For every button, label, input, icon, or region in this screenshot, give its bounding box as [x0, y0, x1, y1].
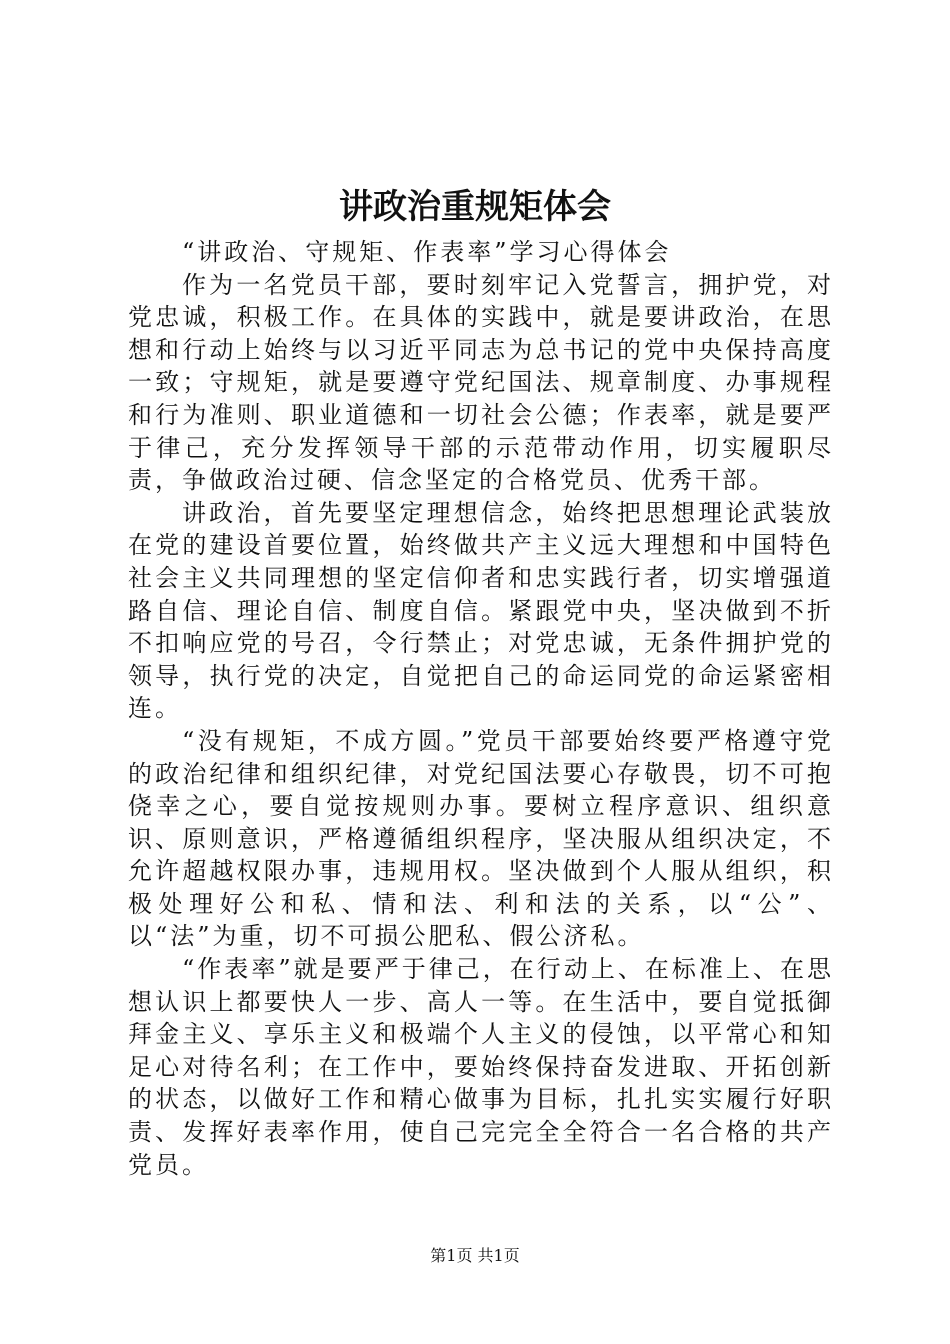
paragraph: 讲政治，首先要坚定理想信念，始终把思想理论武装放在党的建设首要位置，始终做共产主义远大理想和中国特色社会主义共同理想的坚定信仰者和忠实践行者，切实增强道路自信、理论自信、制度自信。紧跟党中央，坚决做到不折不扣响应党的号召，令行禁止；对党忠诚，无条件拥护党的领导，执行党的决定，自觉把自己的命运同党的命运紧密相连。: [128, 498, 834, 723]
page-footer: 第1页 共1页: [430, 1246, 520, 1265]
document-title: 讲政治重规矩体会: [339, 187, 611, 227]
paragraph: 作为一名党员干部，要时刻牢记入党誓言，拥护党，对党忠诚，积极工作。在具体的实践中，就是要讲政治，在思想和行动上始终与以习近平同志为总书记的党中央保持高度一致；守规矩，就是要遵守党纪国法、规章制度、办事规程和行为准则、职业道德和一切社会公德；作表率，就是要严于律己，充分发挥领导干部的示范带动作用，切实履职尽责，争做政治过硬、信念坚定的合格党员、优秀干部。: [128, 270, 834, 495]
paragraph: “作表率”就是要严于律己，在行动上、在标准上、在思想认识上都要快人一步、高人一等。在生活中，要自觉抵御拜金主义、享乐主义和极端个人主义的侵蚀，以平常心和知足心对待名利；在工作中，要始终保持奋发进取、开拓创新的状态，以做好工作和精心做事为目标，扎扎实实履行好职责、发挥好表率作用，使自己完完全全符合一名合格的共产党员。: [128, 955, 834, 1179]
paragraph-subtitle: “讲政治、守规矩、作表率”学习心得体会: [182, 238, 672, 266]
document-body: [128, 236, 834, 1181]
paragraph: “没有规矩，不成方圆。”党员干部要始终要严格遵守党的政治纪律和组织纪律，对党纪国法要心存敬畏，切不可抱侥幸之心，要自觉按规则办事。要树立程序意识、组织意识、原则意识，严格遵循组织程序，坚决服从组织决定，不允许超越权限办事，违规用权。坚决做到个人服从组织，积极处理好公和私、情和法、利和法的关系，以“公”、以“法”为重，切不可损公肥私、假公济私。: [128, 726, 834, 951]
